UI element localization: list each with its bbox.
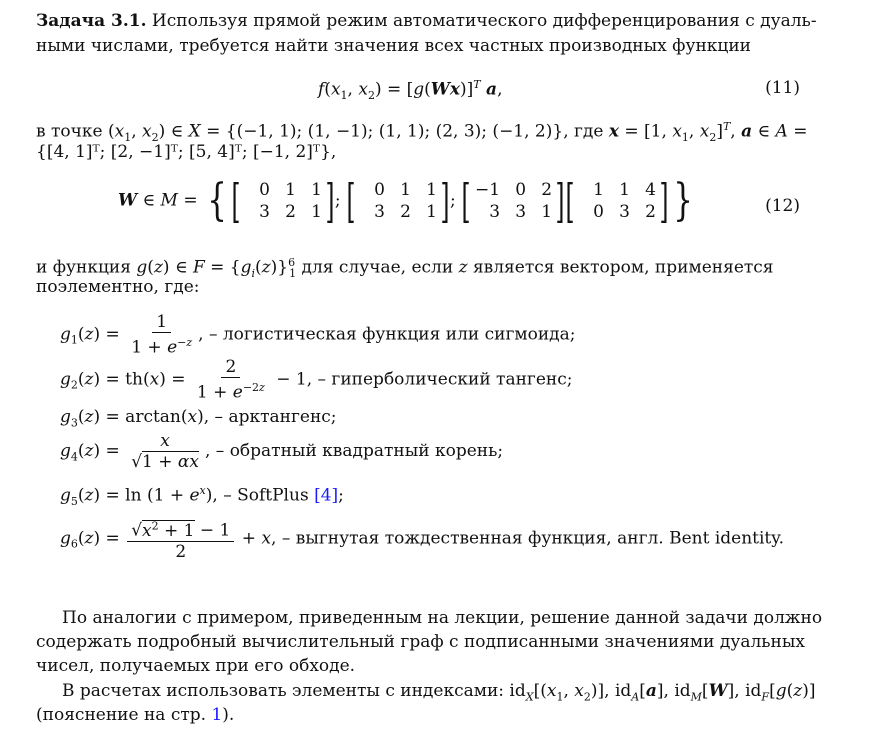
matrix-1-cell-1-0: 3 xyxy=(259,202,270,222)
matrix-4-cell-0-2: 4 xyxy=(645,180,656,200)
matrix-3-cell-0-0: −1 xyxy=(474,180,501,200)
matrix-2-cell-1-1: 2 xyxy=(400,202,411,222)
matrix-1-cell-1-2: 1 xyxy=(311,202,322,222)
g5-citation-link[interactable]: [4] xyxy=(314,485,339,506)
g4-description: , – обратный квадратный корень; xyxy=(204,441,504,461)
equation-11-number: (11) xyxy=(765,78,800,98)
equation-11: $f(x_1$, $x_2) = [g(Wx)]^T$ a, xyxy=(318,78,503,103)
g5-tail: ; xyxy=(338,485,344,506)
task-intro-text-2: ными числами, требуется найти значения всех частных производных функции xyxy=(36,36,751,56)
matrix-3-cell-1-1: 3 xyxy=(515,202,527,222)
point-mid: где xyxy=(574,121,604,142)
matrix-1-cell-0-2: 1 xyxy=(311,180,322,200)
func-line-2: поэлементно, где: xyxy=(36,277,200,297)
matrix-4-cell-1-1: 3 xyxy=(619,202,630,222)
matrix-2-cell-0-2: 1 xyxy=(426,180,437,200)
matrix-3-cell-0-2: 2 xyxy=(541,180,553,200)
g2-description: , – гиперболический тангенс; xyxy=(306,369,573,390)
matrix-3 xyxy=(471,180,555,222)
matrix-1 xyxy=(241,180,325,222)
g4-formula: $g_4(z)$ = $\frac{x}{√1 + \alpha x}$ , – обратный квадратный корень; xyxy=(60,431,504,472)
task-intro-text-1: Используя прямой режим автоматического дифференцирования с дуаль- xyxy=(151,11,817,31)
g5-description: , – SoftPlus xyxy=(212,485,309,506)
task-intro-line-2 xyxy=(36,35,751,57)
g2-formula: $g_2(z) = th(x)$ = $\frac{2}{1 + e^{-2z}}$ − 1, – гиперболический тангенс; xyxy=(60,357,573,403)
point-prefix: в точке xyxy=(36,121,103,142)
matrix-2-cell-1-2: 1 xyxy=(426,202,437,222)
para1-line-1: По аналогии с примером, приведенным на лекции, решение данной задачи должно xyxy=(62,608,823,628)
matrix-3-cell-1-0: 3 xyxy=(489,202,501,222)
equation-12-number: (12) xyxy=(765,196,800,216)
g6-formula: $g_6(z)$ = $\frac{√x^2 + 1 - 1}{2}$ + x, – выгнутая тождественная функция, англ. Bent identity. xyxy=(60,516,784,562)
para1-line-3: чисел, получаемых при его обходе. xyxy=(36,656,356,676)
para2-note: (пояснение на стр. xyxy=(36,705,207,725)
page-ref-link[interactable]: 1 xyxy=(211,705,223,725)
matrix-4-cell-0-0: 1 xyxy=(593,180,604,200)
matrix-3-cell-1-2: 1 xyxy=(541,202,553,222)
point-line-2: {[4, 1]ᵀ; [2, −1]ᵀ; [5, 4]ᵀ; [−1, 2]ᵀ}, xyxy=(36,142,337,162)
g1-formula: $g_1(z)$ = $\frac{1}{1 + e^{-z}}$ , – логистическая функция или сигмоида; xyxy=(60,312,576,358)
para1-line-2: содержать подробный вычислительный граф с подписанными значениями дуальных xyxy=(36,632,805,652)
matrix-2-cell-0-1: 1 xyxy=(400,180,411,200)
para2-suffix: ). xyxy=(222,705,235,725)
g1-description: , – логистическая функция или сигмоида; xyxy=(198,324,576,345)
matrix-4-cell-1-2: 2 xyxy=(645,202,656,222)
func-prefix: и функция xyxy=(36,257,131,278)
g6-description: , – выгнутая тождественная функция, англ. Bent identity. xyxy=(271,528,784,549)
matrix-1-cell-0-1: 1 xyxy=(285,180,296,200)
para2-prefix: В расчетах использовать элементы с индексами: xyxy=(62,681,505,701)
matrix-4 xyxy=(575,180,659,222)
task-label: Задача 3.1. xyxy=(36,11,147,31)
g5-formula: $g_5(z) = \ln (1 + e^x)$, – SoftPlus [4]; xyxy=(60,484,344,509)
matrix-3-cell-0-1: 0 xyxy=(515,180,527,200)
matrix-4-cell-0-1: 1 xyxy=(619,180,630,200)
matrix-2-cell-0-0: 0 xyxy=(374,180,385,200)
func-line-1: и функция g(z) ∈ $F = \{g_i(z)\}^6_1$ для случае, если z является вектором, применяется xyxy=(36,256,774,281)
para2-line-1: В расчетах использовать элементы с индексами: $id_X[(x_1$, $x_2$)], $id_A[a]$, $id_M[W]$, $id_F[g(z)]$ xyxy=(62,681,816,704)
para2-line-2 xyxy=(36,704,234,726)
func-suffix: для случае, если xyxy=(301,257,454,278)
equation-12: W ∈ M = { [ 0 1 1 3 2 1 ]; [ 0 1 1 3 2 1 ]; [ −1 0 2 3 3 1 ][ 1 1 4 0 3 2 ] } xyxy=(118,174,693,228)
point-line-1: в точке ($x_1$, $x_2$) ∈ X = {(−1, 1); (1, −1); (1, 1); (2, 3); (−1, 2)}, где x = [1, $x_1$, $x_2]^T$, a ∈ A = xyxy=(36,120,808,145)
g3-formula: $g_3(z) = \arctan(x)$, – арктангенс; xyxy=(60,407,337,430)
task-intro-line-1 xyxy=(36,10,817,32)
matrix-2 xyxy=(356,180,440,222)
matrix-1-cell-1-1: 2 xyxy=(285,202,296,222)
g3-description: , – арктангенс; xyxy=(203,407,337,427)
matrix-4-cell-1-0: 0 xyxy=(593,202,604,222)
func-suffix-2: является вектором, применяется xyxy=(472,257,774,278)
matrix-2-cell-1-0: 3 xyxy=(374,202,385,222)
matrix-1-cell-0-0: 0 xyxy=(259,180,270,200)
